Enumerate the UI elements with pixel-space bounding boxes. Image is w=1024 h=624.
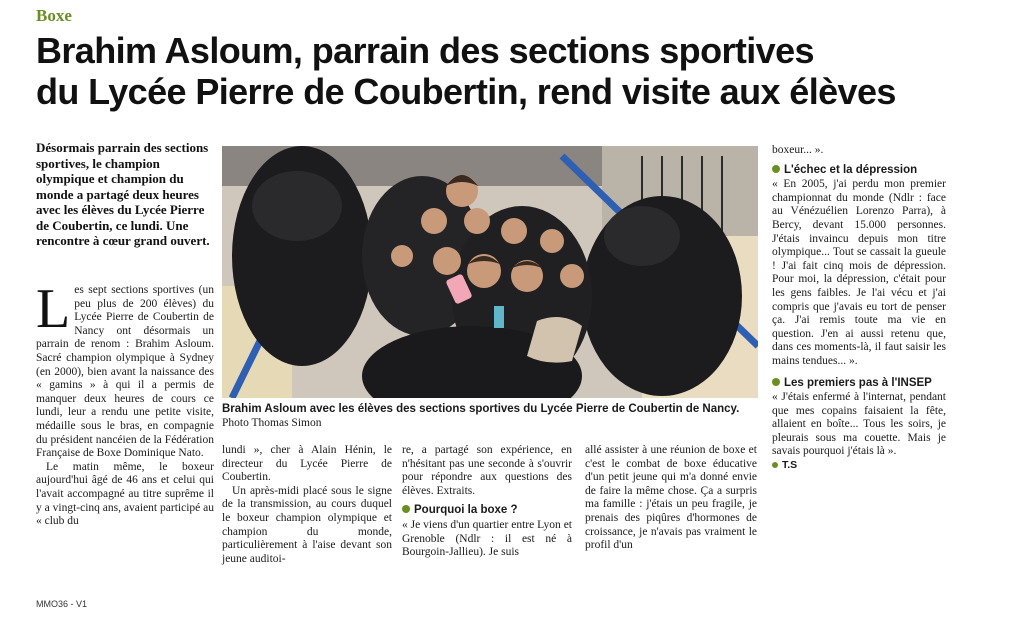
bullet-dot-icon bbox=[772, 462, 778, 468]
column-2 bbox=[222, 444, 392, 566]
col4-paragraph-1: allé assister à une réunion de boxe et c'est le combat de boxe éducative d'un petit jeune qui m'a donné envie de faire la même chose. Ça a surpris ma famille : j'étais un peu fragile, je prenais des piqûres d'hormones de croissance, je n'avais pas vraiment le profil d'un bbox=[585, 444, 757, 552]
caption-text: Brahim Asloum avec les élèves des sections sportives du Lycée Pierre de Coubertin de Nancy. bbox=[222, 403, 740, 415]
col5-paragraph-3: « J'étais enfermé à l'internat, pendant que mes copains faisaient la fête, allaient en boîte... Tous les soirs, je pleurais sous ma couette. Mais je savais pourquoi j'étais là ». bbox=[772, 391, 946, 458]
column-4 bbox=[585, 444, 757, 553]
rubric: Boxe bbox=[36, 6, 72, 25]
bullet-dot-icon bbox=[772, 165, 780, 173]
photo-caption bbox=[222, 402, 758, 430]
column-3 bbox=[402, 444, 572, 560]
page-folio: MMO36 - V1 bbox=[36, 599, 88, 609]
headline-line-2: du Lycée Pierre de Coubertin, rend visite aux élèves bbox=[36, 71, 896, 112]
subhead-text: L'échec et la dépression bbox=[784, 163, 918, 176]
signature-text: T.S bbox=[782, 459, 798, 472]
article-photo bbox=[222, 146, 758, 398]
headline-line-1: Brahim Asloum, parrain des sections sportives bbox=[36, 30, 814, 71]
subhead-text: Les premiers pas à l'INSEP bbox=[784, 376, 932, 389]
bullet-dot-icon bbox=[772, 378, 780, 386]
col2-paragraph-1: lundi », cher à Alain Hénin, le directeur du Lycée Pierre de Coubertin. bbox=[222, 444, 392, 484]
col2-paragraph-2: Un après-midi placé sous le signe de la transmission, au cours duquel le boxeur champion olympique et champion du monde, particulièrement à l'aise devant son jeune auditoi- bbox=[222, 484, 392, 565]
photo-credit: Photo Thomas Simon bbox=[222, 417, 322, 429]
subhead-text: Pourquoi la boxe ? bbox=[414, 504, 518, 517]
author-signature bbox=[772, 459, 946, 473]
subhead-echec-depression bbox=[772, 164, 946, 178]
col1-paragraph-1: es sept sections sportives (un peu plus de 200 élèves) du Lycée Pierre de Coubertin de Nancy ont désormais un parrain de renom : Brahim Asloum. Sacré champion olympique à Sydney (en 2000), bien avant la naissance des « gamins » à qui il a permis de manquer deux heures de cours ce lundi, leur a rendu une petite visite, médaille sous le bras, en compagnie du président nancéien de la Fédération Française de Boxe Dominique Nato. bbox=[36, 284, 214, 460]
col3-paragraph-1: re, a partagé son expérience, en n'hésitant pas une seconde à s'ouvrir pour répondre aux questions des élèves. Extraits. bbox=[402, 444, 572, 497]
col3-paragraph-2: « Je viens d'un quartier entre Lyon et Grenoble (Ndlr : il est né à Bourgoin-Jallieu). Je suis bbox=[402, 518, 572, 559]
dropcap: L bbox=[36, 278, 71, 340]
col1-paragraph-2: Le matin même, le boxeur aujourd'hui âgé de 46 ans et celui qui l'avait accompagné au titre suprême il y a vingt-cinq ans, avaient participé au « club du bbox=[36, 460, 214, 528]
subhead-pourquoi-la-boxe bbox=[402, 504, 572, 518]
col5-paragraph-1: boxeur... ». bbox=[772, 144, 824, 156]
headline bbox=[36, 30, 996, 112]
lede: Désormais parrain des sections sportives, le champion olympique et champion du monde a partagé deux heures avec les élèves du Lycée Pierre de Coubertin, ce lundi. Une rencontre à cœur grand ouvert. bbox=[36, 140, 210, 248]
photo-illustration bbox=[222, 146, 758, 398]
subhead-premiers-pas bbox=[772, 377, 946, 391]
column-5 bbox=[772, 144, 946, 473]
column-1 bbox=[36, 278, 214, 529]
bullet-dot-icon bbox=[402, 505, 410, 513]
col5-paragraph-2: « En 2005, j'ai perdu mon premier championnat du monde (Ndlr : face au Vénézuélien Lorenzo Parra), à Bercy, devant 15.000 personnes. J'étais invaincu depuis mon titre olympique... Tout se cassait la gueule ! J'ai fait cinq mois de dépression. Pour moi, la dépression, c'était pour les gens faibles. Je l'ai vécu et j'ai compris que j'avais eu tort de penser ça. J'ai remis toute ma vie en question. J'en ai aussi retenu que, dans ces moments-là, il faut saisir les mains tendues... ». bbox=[772, 178, 946, 367]
